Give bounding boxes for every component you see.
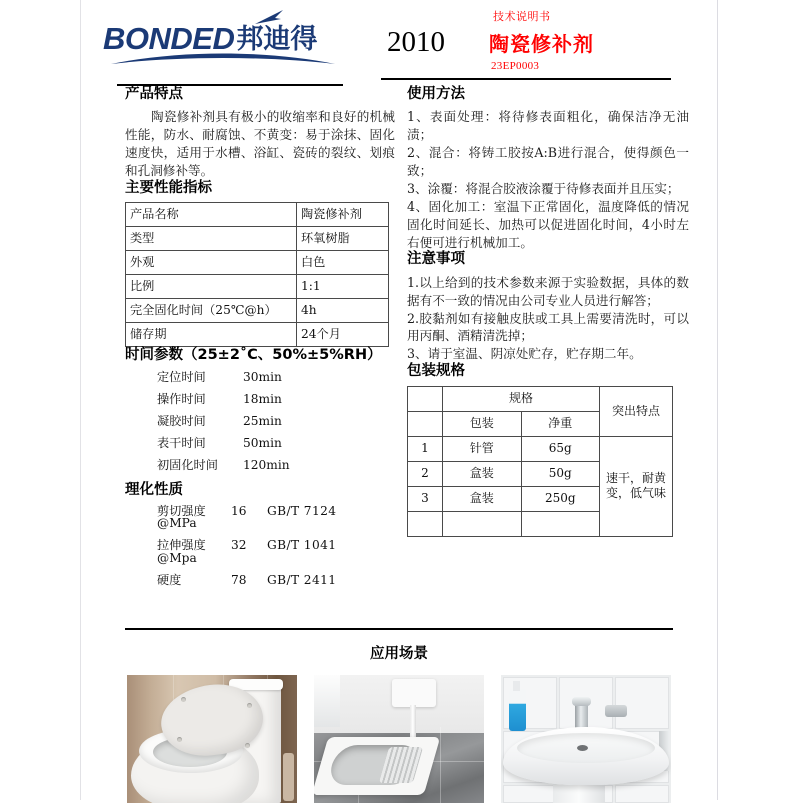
time-label: 操作时间	[157, 391, 206, 406]
spec-key: 储存期	[126, 323, 297, 347]
pack-type: 针管	[443, 436, 522, 461]
photo2-window	[314, 675, 340, 727]
usage-heading: 使用方法	[407, 86, 465, 102]
spec-key: 类型	[126, 227, 297, 251]
pack-corner-cell	[408, 386, 443, 411]
properties-list	[125, 505, 395, 586]
usage-step: 4、固化加工：室温下正常固化，温度降低的情况固化时间延长、加热可以促进固化时间，4小时左右便可进行机械加工。	[407, 198, 689, 250]
logo-latin-text: BONDED	[103, 21, 235, 56]
photo3-drain	[577, 745, 588, 751]
table-row	[408, 436, 673, 461]
note-item: 2.胶黏剂如有接触皮肤或工具上需要清洗时，可以用丙酮、酒精清洗掉；	[407, 310, 689, 344]
pack-feature-header: 突出特点	[600, 386, 673, 436]
application-heading: 应用场景	[370, 646, 428, 662]
spec-value: 1:1	[297, 275, 389, 299]
note-item: 3、请于室温、阴凉处贮存，贮存期二年。	[407, 346, 642, 362]
photo1-toilet-brush	[283, 753, 294, 801]
application-photo-toilet	[127, 675, 297, 803]
datasheet-page	[80, 0, 718, 800]
product-title: 陶瓷修补剂	[489, 32, 594, 56]
pack-type: 盒装	[443, 486, 522, 511]
specifications-table	[125, 202, 389, 347]
pack-column-weight: 净重	[521, 411, 600, 436]
property-label: 拉伸强度@Mpa	[157, 538, 206, 565]
time-label: 定位时间	[157, 369, 206, 384]
application-section	[81, 628, 717, 803]
photo3-faucet-handle	[572, 697, 591, 706]
spec-value: 陶瓷修补剂	[297, 203, 389, 227]
pack-type: 盒装	[443, 461, 522, 486]
document-code: 23EP0003	[491, 60, 540, 72]
time-value: 30min	[243, 369, 282, 384]
property-standard: GB/T 2411	[267, 572, 337, 587]
pack-index: 1	[408, 436, 443, 461]
spec-key: 产品名称	[126, 203, 297, 227]
photo2-flush-pipe	[410, 705, 416, 739]
photo3-wall-fitting	[605, 705, 627, 717]
company-logo	[103, 14, 355, 54]
spec-value: 24个月	[297, 323, 389, 347]
photo1-lid-bolt	[177, 737, 182, 742]
time-value: 120min	[243, 458, 290, 473]
photo3-soap-dispenser	[509, 689, 526, 731]
spec-key: 外观	[126, 251, 297, 275]
time-label: 初固化时间	[157, 458, 218, 473]
property-standard: GB/T 7124	[267, 504, 337, 519]
pack-weight: 250g	[521, 486, 600, 511]
spec-value: 环氧树脂	[297, 227, 389, 251]
list-item	[125, 459, 395, 471]
application-divider	[125, 628, 673, 630]
document-type-label: 技术说明书	[493, 10, 551, 23]
properties-heading: 理化性质	[125, 481, 183, 498]
logo-swoosh-arrow-icon	[255, 10, 285, 26]
property-label: 剪切强度@MPa	[157, 504, 206, 531]
packaging-table	[407, 386, 673, 537]
property-value: 32	[231, 538, 247, 553]
spec-value: 4h	[297, 299, 389, 323]
application-photo-strip	[127, 675, 671, 803]
document-year: 2010	[387, 26, 445, 58]
right-column	[407, 86, 689, 537]
pack-weight: 65g	[521, 436, 600, 461]
usage-step: 3、涂覆：将混合胶液涂覆于待修表面并且压实；	[407, 180, 680, 196]
pack-weight: 50g	[521, 461, 600, 486]
table-row	[126, 203, 389, 227]
pack-spec-header: 规格	[443, 386, 600, 411]
application-photo-squat-toilet	[314, 675, 484, 803]
header-rule	[381, 78, 671, 80]
time-value: 50min	[243, 436, 282, 451]
spec-value: 白色	[297, 251, 389, 275]
pack-index-empty	[408, 511, 443, 536]
pack-feature-text: 速干，耐黄变，低气味	[600, 436, 673, 536]
time-parameters-list	[125, 371, 395, 472]
logo-underline-swoosh-icon	[109, 52, 337, 66]
list-item	[125, 539, 395, 563]
table-row	[126, 323, 389, 347]
application-photo-wash-basin	[501, 675, 671, 803]
time-label: 表干时间	[157, 436, 206, 451]
features-text: 陶瓷修补剂具有极小的收缩率和良好的机械性能，防水、耐腐蚀、不黄变：易于涂抹、固化速度快，适用于水槽、浴缸、瓷砖的裂纹、划痕和孔洞修补等。	[125, 109, 395, 179]
time-parameters-heading: 时间参数（25±2˚C、50%±5%RH）	[125, 347, 382, 364]
table-row	[126, 299, 389, 323]
table-header-row	[408, 386, 673, 411]
list-item	[125, 505, 395, 529]
spec-key: 比例	[126, 275, 297, 299]
features-heading: 产品特点	[125, 86, 183, 102]
notes-heading: 注意事项	[407, 251, 465, 268]
pack-index: 2	[408, 461, 443, 486]
header-title-block	[381, 8, 701, 80]
photo2-cistern	[392, 679, 436, 707]
pack-type-empty	[443, 511, 522, 536]
table-row	[126, 251, 389, 275]
content-columns	[81, 86, 717, 616]
left-column	[125, 86, 395, 596]
pack-weight-empty	[521, 511, 600, 536]
logo-chinese-text: 邦迪得	[236, 24, 318, 55]
photo2-grout-line	[440, 727, 441, 803]
pack-column-package: 包装	[443, 411, 522, 436]
time-label: 凝胶时间	[157, 414, 206, 429]
list-item	[125, 574, 395, 586]
photo1-lid-bolt	[181, 697, 186, 702]
list-item	[125, 371, 395, 383]
page-header	[81, 0, 717, 86]
property-value: 78	[231, 572, 247, 587]
list-item	[125, 415, 395, 427]
photo3-soap-pump	[513, 681, 520, 691]
property-label: 硬度	[157, 572, 182, 587]
table-row	[126, 227, 389, 251]
usage-step: 2、混合：将铸工胶按A:B进行混合，使得颜色一致；	[407, 145, 689, 179]
photo3-tile	[503, 785, 557, 803]
usage-step: 1、表面处理：将待修表面粗化，确保洁净无油渍；	[407, 109, 689, 143]
note-item: 1.以上给到的技术参数来源于实验数据，具体的数据有不一致的情况由公司专业人员进行解答；	[407, 274, 689, 308]
list-item	[125, 393, 395, 405]
photo1-lid-bolt	[245, 743, 250, 748]
pack-corner-cell-2	[408, 411, 443, 436]
property-standard: GB/T 1041	[267, 538, 337, 553]
spec-heading: 主要性能指标	[125, 179, 212, 196]
spec-key: 完全固化时间（25℃@h）	[126, 299, 297, 323]
packaging-heading: 包装规格	[407, 363, 465, 380]
photo1-lid-bolt	[247, 703, 252, 708]
photo3-tile	[615, 677, 669, 729]
pack-index: 3	[408, 486, 443, 511]
list-item	[125, 437, 395, 449]
time-value: 18min	[243, 391, 282, 406]
time-value: 25min	[243, 414, 282, 429]
table-row	[126, 275, 389, 299]
property-value: 16	[231, 504, 247, 519]
photo3-tile	[615, 785, 669, 803]
